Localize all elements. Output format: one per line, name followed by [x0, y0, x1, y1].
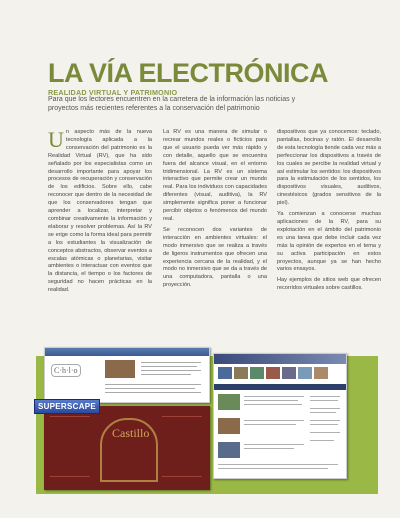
paragraph: Hay ejemplos de sitios web que ofrecen recorridos virtuales sobre castillos.	[277, 277, 381, 292]
website-screenshot-2	[213, 353, 347, 479]
thumbnail-image	[218, 418, 240, 434]
drop-cap: U	[48, 129, 64, 152]
thumbnail-image	[105, 360, 135, 378]
article-lead: Para que los lectores encuentren en la carretera de la información las noticias y proyectos más recientes referentes a la conservación del patrimonio	[48, 96, 296, 112]
site-logo-image: C·h·l·o	[51, 364, 81, 377]
thumbnail-strip	[218, 367, 328, 379]
text-column-1	[48, 129, 152, 344]
paragraph: La RV es una manera de simular o recrear mundos reales o ficticios para que el usuario pueda ver más rápido y con detalle, aquello que se encuentra fuera del alcance visual, en el entorno tridimensional. La RV es un sistema interactivo que permite crear un mundo real. Para los individuos con capacidades diferentes (visual, auditiva), la RV simplemente significa poner a funcionar percibir objetos o fenómenos del mundo real.	[163, 129, 267, 222]
text-column-2	[163, 129, 267, 344]
website-screenshot-1	[44, 347, 210, 403]
paragraph: Se reconocen dos variantes de interacción en ambientes virtuales: el modo inmersivo que se realiza a través de ligeros instrumentos que ofrecen una experiencia cercana de la realidad, y el modo no inmersivo que se da a través de una computadora, pantalla o una proyección.	[163, 226, 267, 289]
thumbnail-image	[218, 394, 240, 410]
game-screenshot	[44, 406, 210, 490]
paragraph: dispositivos que ya conocemos: teclado, pantallas, bocinas y ratón. El desarrollo de esta tecnología tiende cada vez más a perfeccionar los dispositivos a través de los cuales se percibe la realidad virtual y así estimular los sentidos: los dispositivos para la estimulación de los sentidos, los dispositivos visuales, auditivos, cinestésicos (grados sensitivos de la piel).	[277, 129, 381, 207]
paragraph: Ya comienzan a conocerse muchas aplicaciones de la RV, para su explotación en el ámbito del patrimonio es una tarea que debe incluir cada vez más la opinión de expertos en el tema y su activa participación en estos proyectos, aunque ya se han hecho varios ensayos.	[277, 211, 381, 273]
screenshot-header-bar	[45, 348, 209, 356]
paragraph: n aspecto más de la nueva tecnología aplicada a la conservación del patrimonio es la Realidad Virtual (RV), que ha sido señalado por los especialistas como un desarrollo importante para apoyar los procesos de recuperación y conservación de los edificios. Sobre ello, cabe reconocer que dentro de la necesidad de que los conservadores tengan que aprender a localizar, interpretar y combinar creativamente la información y elaborar y resolver problemas. Así la RV se erige como la forma ideal para permitir a los estudiantes la visualización de conceptos abstractos, observar eventos a escalas atómicas o planetarias, visitar ambientes o interactuar con eventos que la distancia, el tiempo o los factores de seguridad no hacen prácticas en la realidad.	[48, 129, 152, 294]
text-column-3	[277, 129, 381, 344]
screenshot-header-bar	[214, 354, 346, 364]
article-subtitle: REALIDAD VIRTUAL Y PATRIMONIO	[48, 88, 178, 97]
article-title: LA VÍA ELECTRÓNICA	[48, 58, 328, 88]
blue-title-band	[214, 384, 346, 390]
screenshot-title-text: Castillo	[112, 426, 150, 440]
thumbnail-image	[218, 442, 240, 458]
superscape-logo: SUPERSCAPE	[34, 399, 100, 414]
